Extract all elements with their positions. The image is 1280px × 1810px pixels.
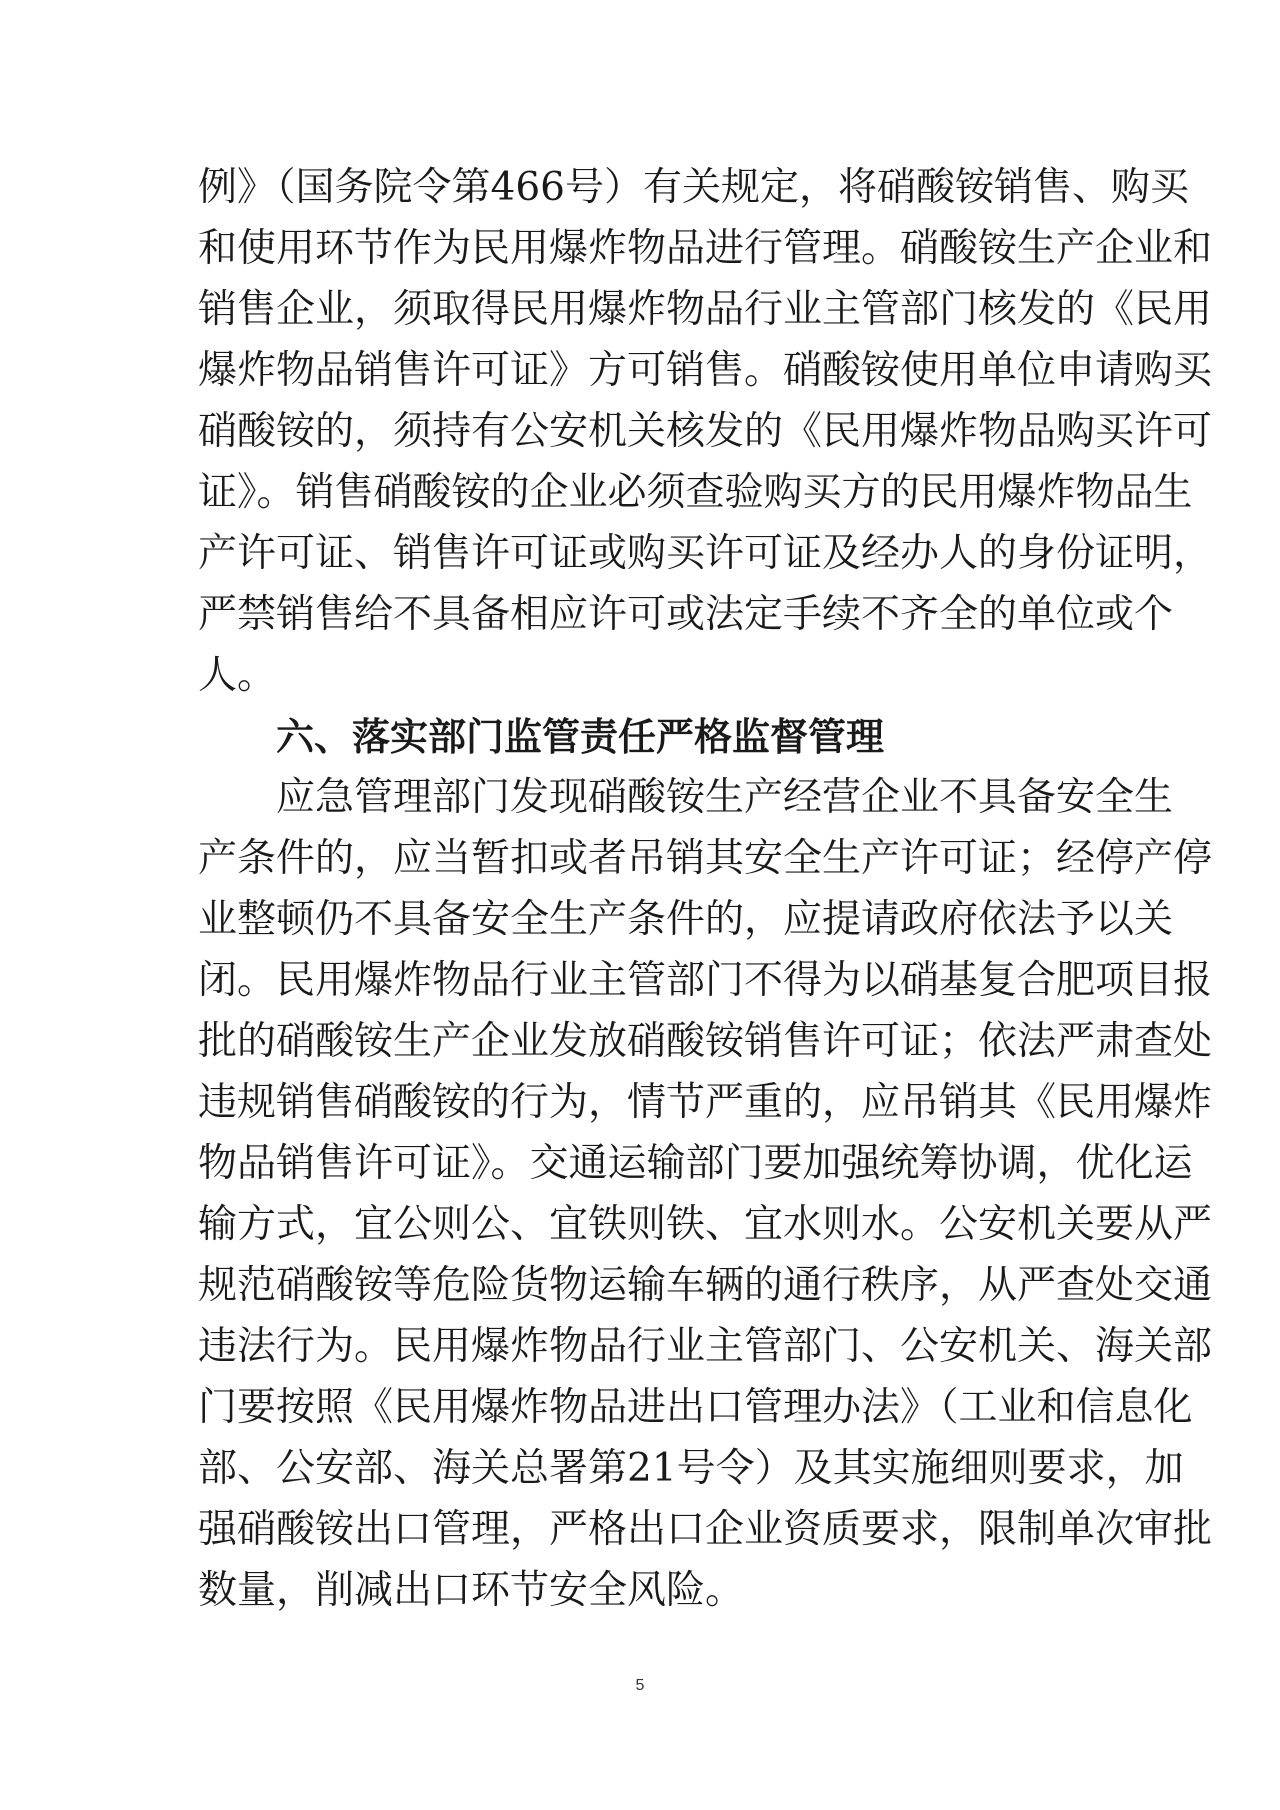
- paragraph-line: 违法行为。民用爆炸物品行业主管部门、公安机关、海关部: [198, 1324, 1213, 1369]
- paragraph-line: 强硝酸铵出口管理，严格出口企业资质要求，限制单次审批: [198, 1507, 1213, 1552]
- paragraph-line: 批的硝酸铵生产企业发放硝酸铵销售许可证；依法严肃查处: [198, 1019, 1213, 1064]
- paragraph-line: 人。: [198, 653, 277, 698]
- paragraph-line: 和使用环节作为民用爆炸物品进行管理。硝酸铵生产企业和: [198, 226, 1213, 271]
- paragraph-line: 数量，削减出口环节安全风险。: [198, 1568, 745, 1613]
- paragraph-line: 应急管理部门发现硝酸铵生产经营企业不具备安全生: [276, 775, 1174, 820]
- paragraph-line: 闭。民用爆炸物品行业主管部门不得为以硝基复合肥项目报: [198, 958, 1213, 1003]
- paragraph-line: 硝酸铵的，须持有公安机关核发的《民用爆炸物品购买许可: [198, 409, 1213, 454]
- paragraph-line: 爆炸物品销售许可证》方可销售。硝酸铵使用单位申请购买: [198, 348, 1213, 393]
- paragraph-line: 输方式，宜公则公、宜铁则铁、宜水则水。公安机关要从严: [198, 1202, 1213, 1247]
- paragraph-line: 门要按照《民用爆炸物品进出口管理办法》（工业和信息化: [198, 1385, 1193, 1430]
- paragraph-line: 规范硝酸铵等危险货物运输车辆的通行秩序，从严查处交通: [198, 1263, 1213, 1308]
- paragraph-line: 例》（国务院令第466号）有关规定，将硝酸铵销售、购买: [198, 165, 1189, 210]
- paragraph-line: 违规销售硝酸铵的行为，情节严重的，应吊销其《民用爆炸: [198, 1080, 1213, 1125]
- section-heading: 六、落实部门监管责任严格监督管理: [276, 715, 885, 759]
- paragraph-line: 部、公安部、海关总署第21号令）及其实施细则要求，加: [198, 1446, 1184, 1491]
- paragraph-line: 产条件的，应当暂扣或者吊销其安全生产许可证；经停产停: [198, 836, 1213, 881]
- paragraph-line: 严禁销售给不具备相应许可或法定手续不齐全的单位或个: [198, 592, 1174, 637]
- page-number: 5: [635, 1677, 645, 1694]
- paragraph-line: 证》。销售硝酸铵的企业必须查验购买方的民用爆炸物品生: [198, 470, 1193, 515]
- paragraph-line: 产许可证、销售许可证或购买许可证及经办人的身份证明，: [198, 531, 1213, 576]
- paragraph-line: 销售企业，须取得民用爆炸物品行业主管部门核发的《民用: [198, 287, 1213, 332]
- paragraph-line: 业整顿仍不具备安全生产条件的，应提请政府依法予以关: [198, 897, 1174, 942]
- paragraph-line: 物品销售许可证》。交通运输部门要加强统筹协调，优化运: [198, 1141, 1193, 1186]
